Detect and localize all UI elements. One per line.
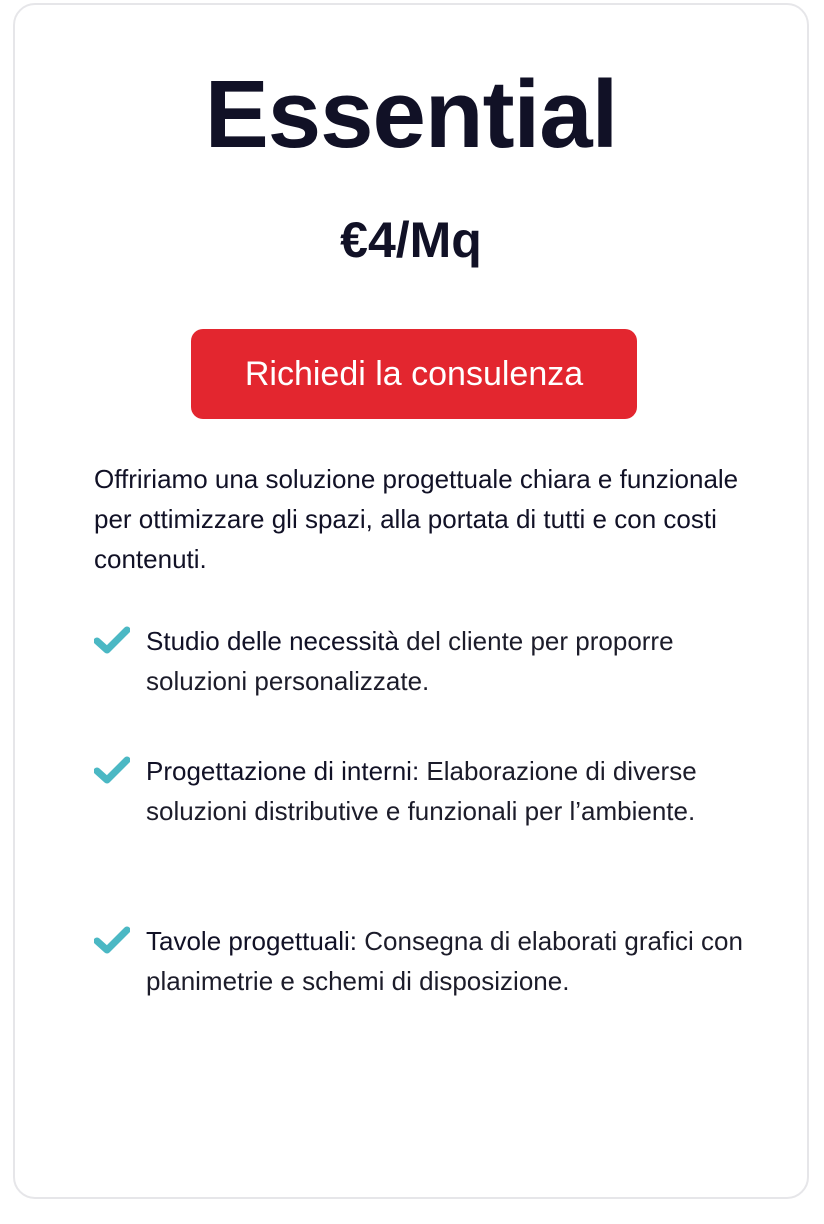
check-icon [94,925,130,955]
feature-detail: Consegna di elaborati grafici con planimetrie e schemi di disposizione. [146,926,743,996]
feature-text [146,921,746,1001]
plan-price: €4/Mq [340,212,482,268]
feature-detail: del cliente per proporre soluzioni personalizzate. [146,626,674,696]
check-icon [94,755,130,785]
pricing-card [13,3,809,1199]
check-icon [94,625,130,655]
request-consultation-button[interactable]: Richiedi la consulenza [191,329,637,419]
feature-text [146,621,746,701]
plan-title: Essential [204,61,618,168]
feature-detail: Elaborazione di diverse soluzioni distributive e funzionali per l’ambiente. [146,756,697,826]
feature-text [146,751,746,831]
plan-description: Offririamo una soluzione progettuale chiara e funzionale per ottimizzare gli spazi, alla portata di tutti e con costi contenuti. [94,464,739,574]
feature-highlight: Studio delle necessità [146,626,399,656]
feature-highlight: Tavole progettuali: [146,926,358,956]
feature-highlight: Progettazione di interni: [146,756,420,786]
